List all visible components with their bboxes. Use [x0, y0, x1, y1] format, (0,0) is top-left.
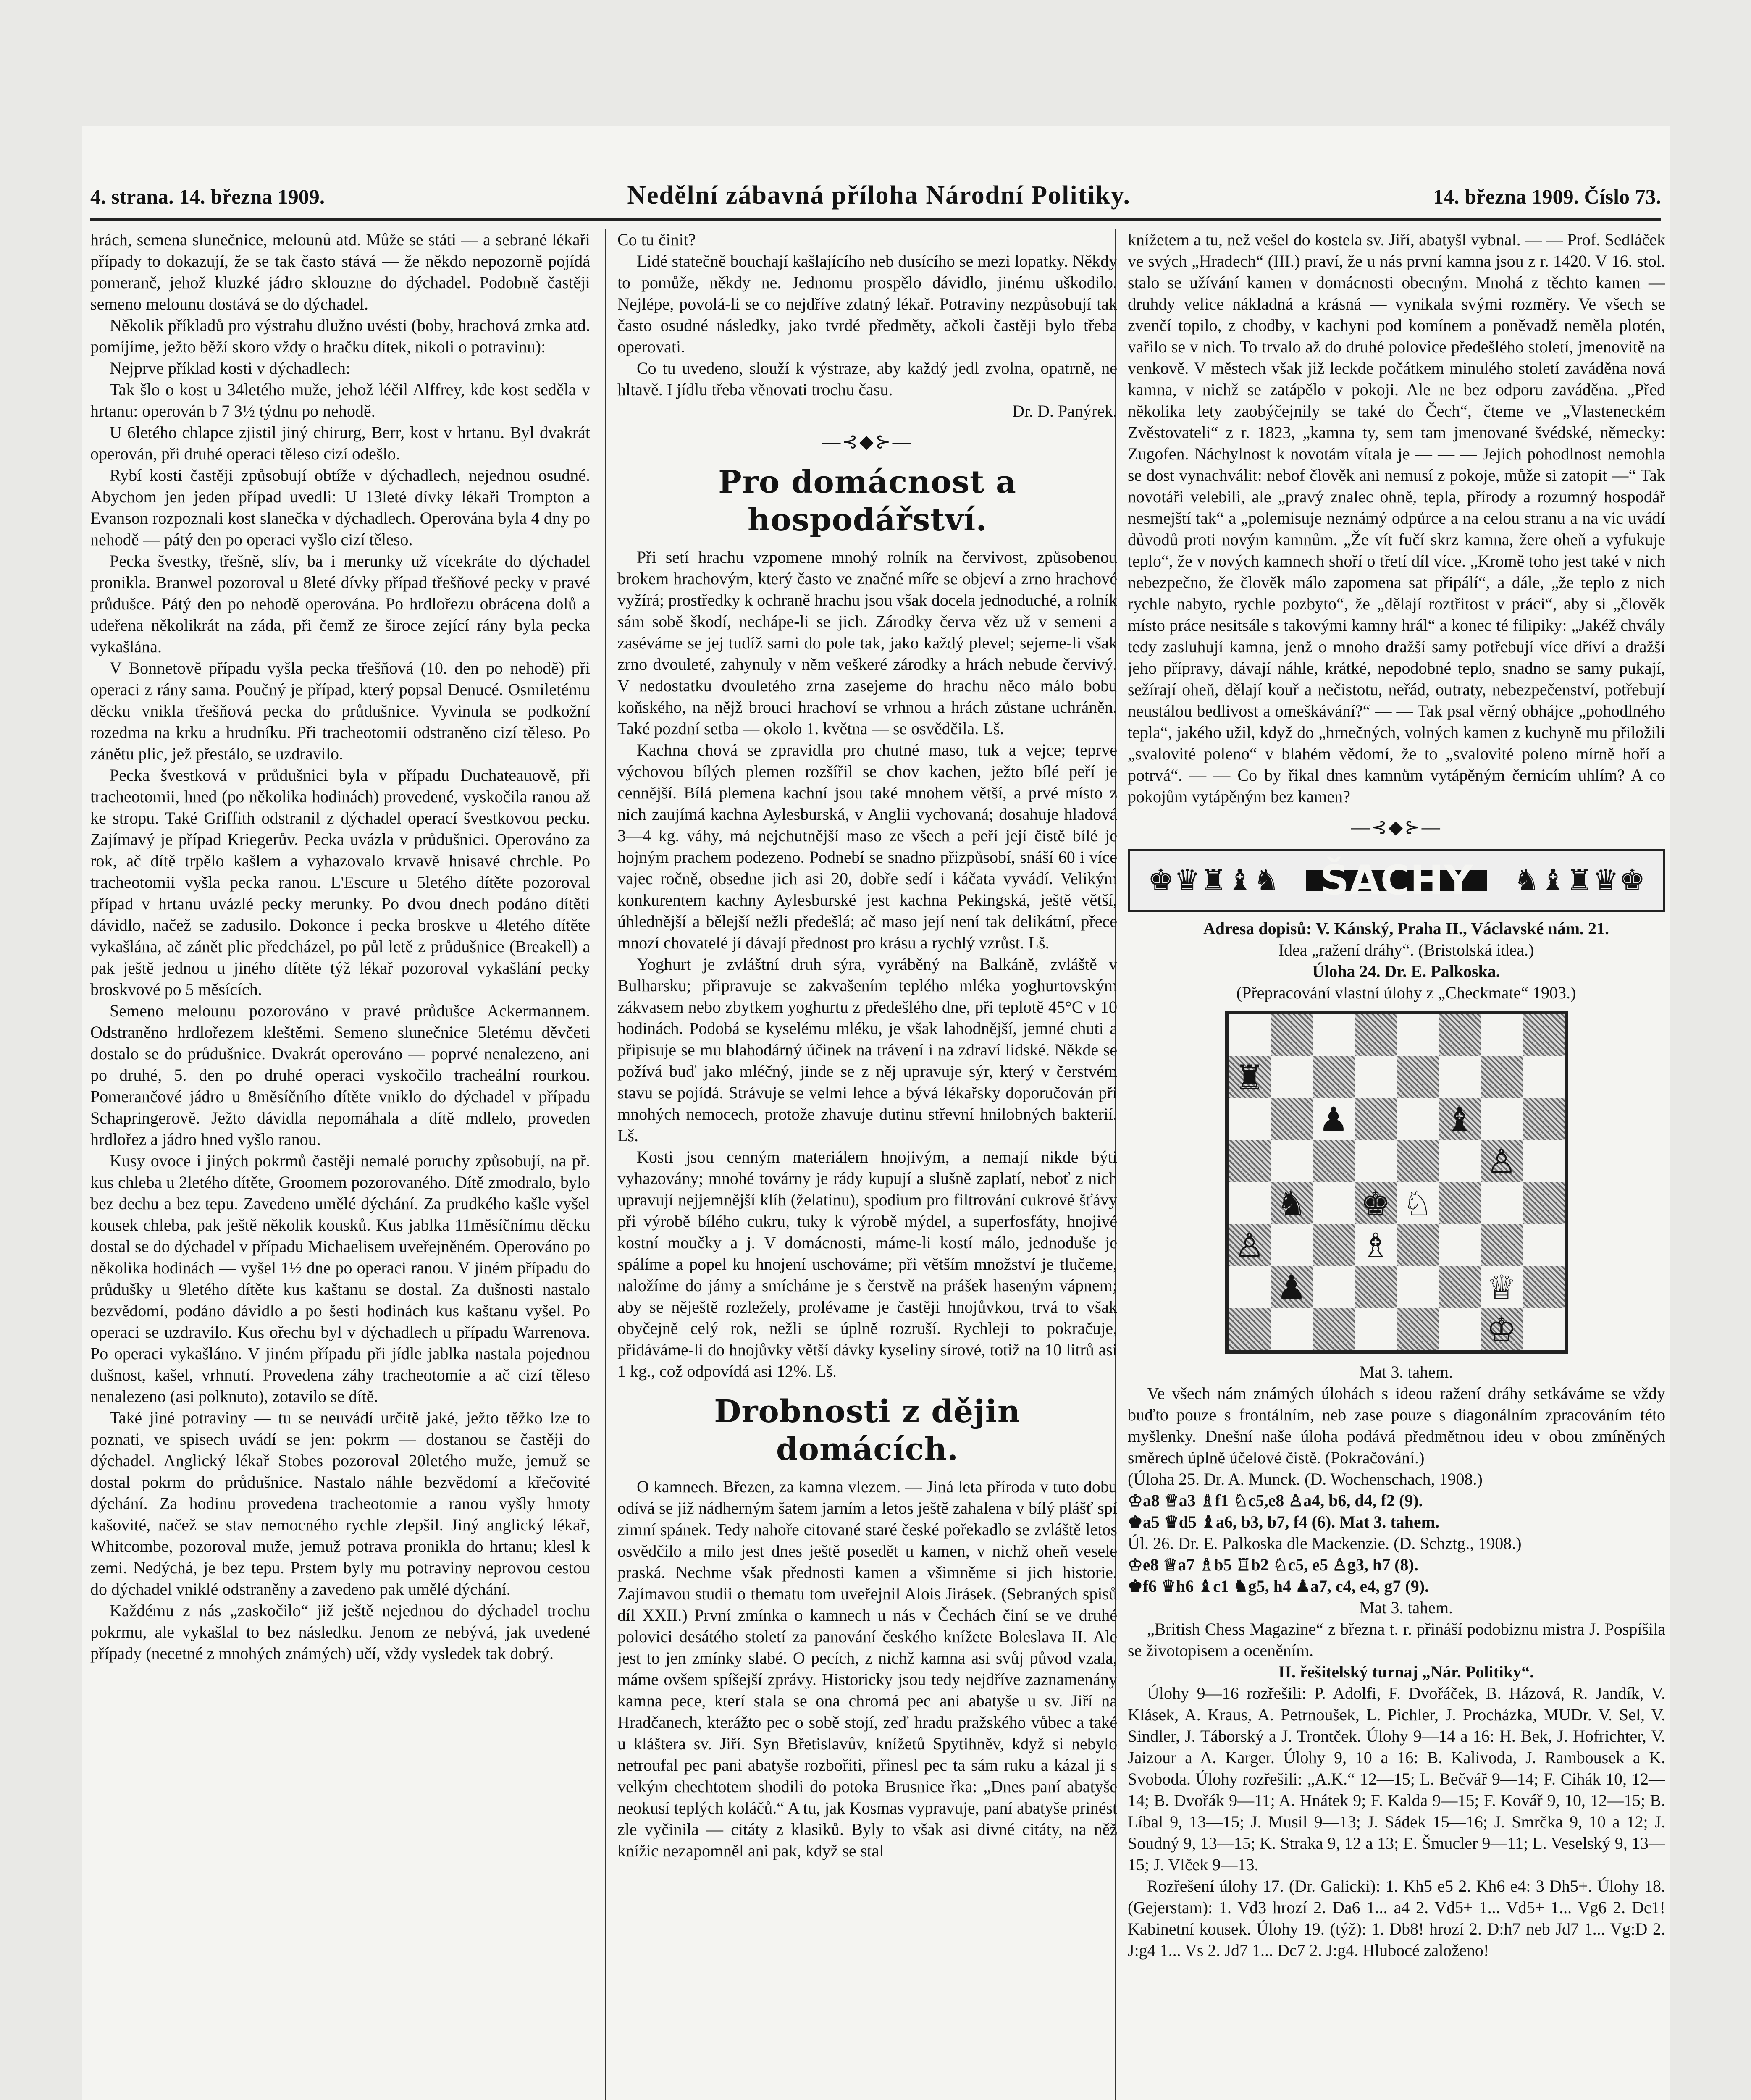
chess-task-white: ♔e8 ♕a7 ♗b5 ♖b2 ♘c5, e5 ♙g3, h7 (8). — [1128, 1555, 1418, 1574]
chess-piece-icon: ♗ — [1360, 1226, 1391, 1265]
board-square — [1313, 1308, 1355, 1350]
board-square — [1481, 1308, 1523, 1350]
page-header — [90, 181, 1661, 221]
board-square — [1271, 1056, 1313, 1098]
paragraph: Rozřešení úlohy 17. (Dr. Galicki): 1. Kh5 e5 2. Kh6 e4: 3 Dh5+. Úlohy 18. (Gejerstam): 1. Vd3 hrozí 2. Da6 1... a4 2. Vd5+ 1... Vd5+ 1... Vg6 2. Dc1! Kabinetní kousek. Úlohy 19. (týž): 1. Db8! hrozí 2. D:h7 neb Jd7 1... Vg:D 2. J:g4 1... Vs 2. Jd7 1... Dc7 2. J:g4. Hlubocé založeno! — [1128, 1877, 1665, 1960]
board-square — [1229, 1266, 1271, 1308]
chess-task-black: ♚f6 ♛h6 ♝c1 ♞g5, h4 ♟a7, c4, e4, g7 (9). — [1128, 1577, 1429, 1596]
paragraph: Ve všech nám známých úlohách s ideou ražení dráhy setkáváme se vždy buďto pouze s frontálním, neb zase pouze s diagonálním zpracováním této myšlenky. Dnešní naše úloha podává předmětnou ideu v obou zmíněných směrech úplně účelové čistě. (Pokračování.) — [1128, 1384, 1665, 1467]
chess-piece-icon: ♟ — [1318, 1100, 1349, 1139]
column-1 — [90, 229, 590, 2100]
board-square — [1355, 1098, 1397, 1140]
tourney-title: II. řešitelský turnaj „Nár. Politiky“. — [1278, 1662, 1534, 1681]
chess-idea: Idea „ražení dráhy“. (Bristolská idea.) — [1278, 940, 1534, 959]
board-square — [1229, 1182, 1271, 1224]
board-square — [1355, 1140, 1397, 1182]
board-square — [1397, 1224, 1439, 1266]
board-square — [1523, 1224, 1565, 1266]
board-square — [1439, 1140, 1481, 1182]
mate-label: Mat 3. tahem. — [1359, 1362, 1453, 1381]
paragraph: U 6letého chlapce zjistil jiný chirurg, Berr, kost v hrtanu. Byl dvakrát operován, při druhé operaci těleso cizí odešlo. — [90, 423, 590, 463]
board-square — [1271, 1224, 1313, 1266]
column-rule — [605, 229, 606, 2100]
chess-board-wrap — [1128, 1011, 1665, 1354]
board-square — [1313, 1224, 1355, 1266]
board-square — [1397, 1308, 1439, 1350]
board-square — [1229, 1098, 1271, 1140]
chess-banner — [1128, 849, 1665, 912]
board-square — [1397, 1056, 1439, 1098]
paragraph: knížetem a tu, než vešel do kostela sv. Jiří, abatyšl vybnal. — — Prof. Sedláček ve svých „Hradech“ (III.) praví, že u nás první kamna jsou z r. 1420. V 16. stol. stalo se užívání kamen v domácnosti obecným. Mnohá z těchto kamen — druhdy velice nákladná a krásná — vynikala svými rozměry. Ve všech se zvenčí topilo, z chodby, v kachyni pod komínem a poněvadž neměla plotén, vařilo se v nich. To trvalo až do druhé polovice předešlého století, jmenovitě na venkově. V městech však již leckde počátkem minulého století zaváděna nová kamna, v nichž se zatápělo v pokoji. Ale ne bez odporu zaváděna. „Před několika lety zaobýčejnily se také do Čech“, čteme ve „Vlasteneckém Zvěstovateli“ z r. 1823, „kamna ty, sem tam jmenované švédské, německy: Zugofen. Náchylnost k novotám vítala je — — — Jejich pohodlnost nemohla se dost vynachválit: nebof člověk ani nemusí z pokoje, může si zatopit —“ Tak novotáři velebili, ale „pravý znalec ohně, tepla, přírody a rozumný hospodář nesmejští tak“ a „polemisuje neznámý odpůrce a na celou stranu a na vic uvádí důvodů proti novým kamnům. „Že vít fučí skrz kamna, žere oheň a vyfukuje teplo“, že v nových kamnech shoří o třetí díl více. „Kromě toho jest také v nich nebezpečno, že člověk málo zapomena sat připálí“, a dále, „že teplo z nich rychle nabyto, rychle pozbyto“, že „dělají roztřitost v práci“, aby si „člověk místo práce nesitsále s takovými kamny hrál“ a konec té filipiky: „Jakéž chvály tedy zasluhují kamna, jenž o mnoho dražší samy potřebují více dříví a dražší jeho přípravy, dávají náhle, krátké, nepodobné teplo, snadno se samy pukají, sežírají oheň, dělají kouř a nečistotu, neřád, outraty, nebezpečenství, potřebují neustálou bedlivost a omeškávání?“ — — Tak psal věrný obhájce „pohodlného tepla“, jakého užil, když do „hrnečných, volných kamen z kuchyně mu přiložili „svalovité poleno“ v blahém vědomí, že to „svalovité poleno mírně hoří a potrvá“. — — Co by řikal dnes kamnům vytápěným černicím uhlím? A co pokojům vytápěným bez kamen? — [1128, 230, 1665, 806]
chess-task-white: ♔a8 ♕a3 ♗f1 ♘c5,e8 ♙a4, b6, d4, f2 (9). — [1128, 1491, 1423, 1510]
board-square — [1355, 1308, 1397, 1350]
chess-task: (Úloha 25. Dr. A. Munck. (D. Wochenschach, 1908.) — [1128, 1470, 1483, 1488]
paragraph: hrách, semena slunečnice, melounů atd. Může se státi — a sebrané lékaři případy to dokazují, že se tak často stává — že někdo nepozorně pojídá pomeranč, jehož kluzké jádro sklouzne do dýchadel. Podobně častěji semeno melounu dostává se do dýchadel. — [90, 230, 590, 313]
board-square — [1271, 1308, 1313, 1350]
header-title: Nedělní zábavná příloha Národní Politiky. — [627, 181, 1131, 210]
board-square — [1271, 1266, 1313, 1308]
paragraph: Kusy ovoce i jiných pokrmů častěji nemalé poruchy způsobují, na př. kus chleba u 2letého dítěte, Groomem pozorovaného. Dítě zmodralo, bylo bez dechu a bez tepu. Zavedeno umělé dýchání. Za prudkého kašle vyšel kousek chleba, pak ještě několik kousků. Kus jablka 11měsíčnímu děcku dostal se do dýchadel v případu Michaelisem uveřejněném. Operováno po několika hodinách — vyšel 1½ dne po operaci ranou. V jiném případu do průdušky u 9letého dítěte kus kaštanu se dostal. Za dušnosti nastalo bezvědomí, podáno dávidlo a po šesti hodinách kus kaštanu vyšel. Po operaci se uzdravilo. Kus ořechu byl v dýchadlech u případu Warrenova. Po operaci vykašláno. V jiném případu při jídle jablka nastala pojednou dušnost, kašel, vrhnutí. Provedena záhy tracheotomie a ač cizí těleso nenalezeno (asi polknuto), zotavilo se dítě. — [90, 1151, 590, 1406]
board-square — [1439, 1056, 1481, 1098]
header-left: 4. strana. 14. března 1909. — [90, 185, 325, 208]
chess-task: Úl. 26. Dr. E. Palkoska dle Mackenzie. (D. Schztg., 1908.) — [1128, 1534, 1522, 1553]
chess-piece-icon: ♝ — [1444, 1100, 1475, 1139]
board-square — [1313, 1098, 1355, 1140]
board-square — [1481, 1224, 1523, 1266]
chess-piece-icon: ♚ — [1360, 1184, 1391, 1223]
paragraph: Několik příkladů pro výstrahu dlužno uvésti (boby, hrachová zrnka atd. pomíjíme, ježto běží skoro vždy o hračku dítek, nikoli o potravinu): — [90, 316, 590, 356]
chess-problem-sub: (Přepracování vlastní úlohy z „Checkmate“ 1903.) — [1236, 983, 1576, 1002]
paragraph: Semeno melounu pozorováno v pravé průdušce Ackermannem. Odstraněno hrdlořezem kleštěmi. Semeno slunečnice 5letému děvčeti dostalo se do průdušnice. Dvakrát operováno — poprvé nenalezeno, ani po druhé, 5. den po druhé operaci vyskočilo tracheální rourkou. Pomerančové jádro u 8měsíčního dítěte vniklo do dýchadel v případu Schapringerově. Ježto dávidla nepomáhala a dítě mdlelo, proveden hrdlořez a jádro hned vyšlo ranou. — [90, 1001, 590, 1149]
paragraph: Yoghurt je zvláštní druh sýra, vyráběný na Balkáně, zvláště v Bulharsku; připravuje se zakvašením teplého mléka yoghurtovským zákvasem nebo zbytkem yoghurtu z předešlého dne, při teplotě 45°C v 10 hodinách. Podobá se kyselému mléku, je však lahodnější, jemné chuti a připisuje se mu blahodárný účinek na trávení i na zdraví lidské. Někde se požívá buď jako mléčný, jinde se z něj upravuje sýr, který v čerstvém stavu se pojídá. Strávuje se velmi lehce a bývá lékařsky doporučován při mnohých nemocech, protože zhavuje dutinu střevní hnilobných bakterií. Lš. — [617, 955, 1117, 1145]
paragraph: Lidé statečně bouchají kašlajícího neb dusícího se mezi lopatky. Někdy to pomůže, někdy ne. Jednomu prospělo dávidlo, jinému uškodilo. Nejlépe, povolá-li se co nejdříve zdatný lékař. Potraviny nezpůsobují tak často osudné následky, jako tvrdé předměty, ačkoli častěji bylo třeba operovati. — [617, 252, 1117, 356]
chess-piece-icon: ♞ — [1276, 1184, 1307, 1223]
paragraph: Pecka švestky, třešně, slív, ba i merunky už vícekráte do dýchadel pronikla. Branwel pozoroval u 8leté dívky případ třešňové pecky v pravé průdušce. Pátý den po nehodě operována. Po hrdlořezu obrácena dolů a udeřena několikrát na záda, při čemž ze široce zející rány byla pecka vykašlána. — [90, 551, 590, 656]
header-right: 14. března 1909. Číslo 73. — [1433, 185, 1661, 208]
chess-heading: ŠACHY — [1306, 870, 1487, 891]
board-square — [1439, 1182, 1481, 1224]
chess-piece-icon: ♔ — [1486, 1310, 1517, 1349]
paragraph: „British Chess Magazine“ z března t. r. přináší podobiznu mistra J. Pospíšila se životopisem a oceněním. — [1128, 1620, 1665, 1660]
chess-pieces-icon: ♚♛♜♝♞ — [1147, 864, 1280, 897]
board-square — [1481, 1140, 1523, 1182]
paragraph: Také jiné potraviny — tu se neuvádí určitě jaké, ježto těžko lze to poznati, ve spisech uvádí se jen: pokrm — dostanou se častěji do dýchadel. Anglický lékař Stobes pozoroval 20letého muže, jemuž se dostal pokrm do průdušnice. Nastalo náhle bezvědomí a křečovité dýchání. Za hodinu provedena tracheotomie a ranou vyšly hmoty kašovité, načež se stav nemocného rychle zlepšil. Jiný anglický lékař, Whitcombe, pozoroval muže, jemuž potrava pronikla do hrtanu; klesl k zemi. Nedýchá, je bez tepu. Prstem byly mu potraviny neprovou cestou do dýchadel vniklé odstraněny a zavedeno pak umělé dýchání. — [90, 1408, 590, 1599]
board-square — [1397, 1182, 1439, 1224]
board-square — [1523, 1098, 1565, 1140]
column-3 — [1128, 229, 1665, 2100]
paragraph: Úlohy 9—16 rozřešili: P. Adolfi, F. Dvořáček, B. Házová, R. Jandík, V. Klásek, A. Kraus, A. Petrnoušek, L. Pichler, J. Procházka, MUDr. V. Sel, V. Sindler, J. Táborský a J. Trontček. Úlohy 9—14 a 16: H. Bek, J. Hofrichter, V. Jaizour a A. Karger. Úlohy 9, 10 a 16: B. Kalivoda, J. Rambousek a K. Svoboda. Úlohy rozřešili: „A.K.“ 12—15; L. Bečvář 9—14; F. Cihák 10, 12—14; B. Dvořák 9—11; A. Hnátek 9; F. Kalda 9—15; F. Kovář 9, 10, 12—15; B. Líbal 9, 13—15; J. Musil 9—13; J. Sádek 15—16; J. Smrčka 9, 10 a 12; J. Soudný 9, 13—15; K. Straka 9, 12 a 13; E. Šmucler 9—11; L. Veselský 9, 13—15; J. Vlček 9—13. — [1128, 1684, 1665, 1874]
paragraph: Při setí hrachu vzpomene mnohý rolník na červivost, způsobenou brokem hrachovým, který často ve značné míře se objeví a zrno hrachové vyžírá; prostředky k ochraně hrachu jsou však docela jednoduché, a rolník sám sobě škodí, nechápe-li se jich. Zárodky červa věz už v semeni a zaséváme se jej tudíž sami do pole tak, jako každý plevel; sejeme-li však zrno dvouleté, zahynuly v něm veškeré zárodky a hrách nebude červivý. V nedostatku dvouletého zrna zasejeme do hrachu něco málo bobu koňského, na nějž brouci hrachoví se vrhnou a hrách zůstane uchráněn. Také pozdní setba — okolo 1. května — se osvědčila. Lš. — [617, 548, 1117, 738]
board-square — [1481, 1014, 1523, 1056]
board-square — [1313, 1140, 1355, 1182]
chess-piece-icon: ♙ — [1486, 1142, 1517, 1181]
chess-address: Adresa dopisů: V. Kánský, Praha II., Václavské nám. 21. — [1203, 919, 1609, 938]
board-square — [1481, 1182, 1523, 1224]
board-square — [1397, 1140, 1439, 1182]
section-title-household: Pro domácnost a hospodářství. — [718, 464, 1016, 538]
board-square — [1271, 1140, 1313, 1182]
board-square — [1523, 1266, 1565, 1308]
board-square — [1523, 1056, 1565, 1098]
chess-task-black: ♚a5 ♛d5 ♝a6, b3, b7, f4 (6). Mat 3. tahem. — [1128, 1512, 1439, 1531]
board-square — [1355, 1266, 1397, 1308]
board-square — [1439, 1098, 1481, 1140]
chess-piece-icon: ♕ — [1486, 1268, 1517, 1307]
paragraph: V Bonnetově případu vyšla pecka třešňová (10. den po nehodě) při operaci z rány sama. Poučný je případ, který popsal Denucé. Osmiletému děcku vnikla třešňová pecka do průdušnice. Vyvinula se podkožní rozedma na krku a hrudníku. Při tracheotomii odstraněno cizí těleso. Po zánětu plic, jež přestálo, se uzdravilo. — [90, 659, 590, 763]
board-square — [1229, 1056, 1271, 1098]
chess-piece-icon: ♟ — [1276, 1268, 1307, 1307]
chess-board — [1225, 1011, 1568, 1354]
board-square — [1397, 1098, 1439, 1140]
board-square — [1355, 1182, 1397, 1224]
board-square — [1355, 1224, 1397, 1266]
board-square — [1355, 1056, 1397, 1098]
ornament-divider: —⊰◆⊱— — [1351, 817, 1442, 837]
board-square — [1439, 1014, 1481, 1056]
board-square — [1229, 1308, 1271, 1350]
board-square — [1439, 1308, 1481, 1350]
board-square — [1313, 1014, 1355, 1056]
paragraph: O kamnech. Březen, za kamna vlezem. — Jiná leta příroda v tuto dobu odívá se již nádherným šatem jarním a letos ještě zahalena v bílý plášť spí zimní spánek. Tedy nahoře citované staré české pořekadlo se zvláště letos osvědčilo a milo jest dnes ještě posedět u kamen, v nichž oheň vesele praská. Nechme však přednosti kamen a všimněme si jich historie. Zajímavou studii o thematu tom uveřejnil Alois Jirásek. (Sebraných spisů díl XXII.) První zmínka o kamnech u nás v Čechách činí se ve druhé polovici desátého století za panování českého knížete Boleslava II. Ale jest to jen zmínky slabé. O pecích, z nichž kamna asi svůj původ vzala, máme ovšem spíšejší zprávy. Historicky jsou tedy nejdříve zaznamenány kamna pece, kterí stala se ona chromá pec ani abatyše u sv. Jiří na Hradčanech, kterážto pec o sobě stojí, zeď hradu pražského vůbec a také u kláštera sv. Jiří. Syn Břetislavův, knížetů Spytihněv, když si nebylo netroufal pec pani abatyše rozbořiti, přinesl pec ta sám ruku a kázal ji s velkým chechtotem shodili do potoka Brusnice řka: „Dnes paní abatyše neokusí teplých koláčů.“ A tu, jak Kosmas vypravuje, paní abatyše prinést zle vyčinila — citáty z klasiků. Byly to však asi divné citáty, na něž knížic nezapomněl ani pak, když se stal — [617, 1477, 1117, 1860]
board-square — [1523, 1014, 1565, 1056]
board-square — [1439, 1224, 1481, 1266]
board-square — [1271, 1182, 1313, 1224]
paragraph: Nejprve příklad kosti v dýchadlech: — [110, 359, 351, 378]
board-square — [1229, 1224, 1271, 1266]
board-square — [1271, 1098, 1313, 1140]
paragraph: Kosti jsou cenným materiálem hnojivým, a nemají nikde býti vyhazovány; mnohé továrny je rády kupují a slušně zaplatí, neboť z nich upravují nejjemnější klíh (želatinu), spodium pro filtrování cukrové šťávy při výrobě bílého cukru, tuky k výrobě mýdel, a superfosfáty, hnojivé kostní moučky a j. V domácnosti, máme-li kostí málo, jednoduše je spálíme a popel ku hnojení uschováme; při větším množství je tlučeme, naložíme do jámy a smícháme je s čerstvě na prášek haseným vápnem; aby se něještě rozležely, prolévame je častěji hnojůvkou, trvá to však obyčejně celý rok, nežli se úplně rozruší. Rychleji to pokračuje, přidáváme-li do hnojůvky větší dávky kyseliny sírové, totiž na 10 litrů asi 1 kg., což odpovídá asi 12%. Lš. — [617, 1147, 1117, 1381]
board-square — [1523, 1182, 1565, 1224]
section-title-history: Drobnosti z dějin domácích. — [714, 1394, 1021, 1467]
mate-label: Mat 3. tahem. — [1359, 1598, 1453, 1617]
chess-pieces-icon: ♞♝♜♛♚ — [1513, 864, 1646, 897]
paragraph: Co tu uvedeno, slouží k výstraze, aby každý jedl zvolna, opatrně, ne hltavě. I jídlu třeba věnovati trochu času. — [617, 359, 1117, 399]
paragraph: Co tu činit? — [617, 230, 696, 249]
chess-piece-icon: ♜ — [1234, 1058, 1265, 1097]
board-square — [1397, 1014, 1439, 1056]
paragraph: Pecka švestková v průdušnici byla v případu Duchateauově, při tracheotomii, hned (po několika hodinách) provedené, vyskočila ranou až ke stropu. Také Griffith odstranil z dýchadel operací švestkovou pecku. Zajímavý je případ Kriegerův. Pecka uvázla v průdušnici. Operováno za rok, ač dítě trpělo kašlem a vyhazovalo krvavě hnisavé chrchle. Po tracheotomii vyšla pecka ranou. L'Escure u 5letého dítěte pozoroval případ v hrtanu uvázlé pecky merunky. Po dvou dnech podáno dítěti dávidlo, načež se zadusilo. Dokonce i pecka broskve u 4letého dítěte vykašlána, ač zánět plic předcházel, po půl letě z průdušnice (Breakell) a pak ještě jednou u jiného dítěte týž lékař pozoroval vykašlání pecky broskvové po 5 měsících. — [90, 766, 590, 999]
author-signature: Dr. D. Panýrek. — [1012, 402, 1117, 420]
chess-piece-icon: ♙ — [1234, 1226, 1265, 1265]
column-2 — [617, 229, 1117, 2100]
board-square — [1229, 1140, 1271, 1182]
paragraph: Každému z nás „zaskočilo“ již ještě nejednou do dýchadel trochu pokrmu, ale vykašlal to bez následku. Jenom ze nebývá, jak uvedené případy (necetné z mnohých známých) učí, vždy vysledek tak dobrý. — [90, 1601, 590, 1663]
board-square — [1313, 1182, 1355, 1224]
board-square — [1481, 1098, 1523, 1140]
board-square — [1439, 1266, 1481, 1308]
board-square — [1229, 1014, 1271, 1056]
board-square — [1481, 1056, 1523, 1098]
board-square — [1523, 1140, 1565, 1182]
paragraph: Tak šlo o kost u 34letého muže, jehož léčil Alffrey, kde kost seděla v hrtanu: operován b 7 3½ týdnu po nehodě. — [90, 380, 590, 420]
board-square — [1313, 1056, 1355, 1098]
chess-piece-icon: ♘ — [1402, 1184, 1433, 1223]
paragraph: Kachna chová se zpravidla pro chutné maso, tuk a vejce; teprve výchovou bílých plemen rozšířil se chov kachen, ježto bílé peří je cennější. Bílá plemena kachní jsou také mnohem větší, a prvé místo z nich zaujímá kachna Aylesburská, v Anglii vychovaná; dosahuje hladová 3—4 kg. váhy, má nejchutnější maso ze všech a peří její čistě bílé je hojným prachem podezeno. Podnebí se snadno přizpůsobí, snáší 60 i více vajec ročně, obsedne jich asi 20, dobře sedí i káčata vyvádí. Velikým konkurentem kachny Aylesburské jest kachna Pekingská, ještě větší, úhlednější a bělejší nežli předešlá; ač maso její není tak delikátní, přece mnozí chovatelé jí dávají přednost pro krásu a rychlý vzrůst. Lš. — [617, 740, 1117, 952]
ornament-divider: —⊰◆⊱— — [822, 431, 913, 452]
board-square — [1271, 1014, 1313, 1056]
board-square — [1397, 1266, 1439, 1308]
paragraph: Rybí kosti častěji způsobují obtíže v dýchadlech, nejednou osudné. Abychom jen jeden případ uvedli: U 13leté dívky lékaři Trompton a Evanson rozpoznali kost slanečka v dýchadlech. Operována byla 4 dny po nehodě — pátý den po operaci vyšlo cizí těleso. — [90, 466, 590, 549]
board-square — [1523, 1308, 1565, 1350]
board-square — [1313, 1266, 1355, 1308]
board-square — [1355, 1014, 1397, 1056]
chess-problem-title: Úloha 24. Dr. E. Palkoska. — [1312, 962, 1500, 981]
board-square — [1481, 1266, 1523, 1308]
